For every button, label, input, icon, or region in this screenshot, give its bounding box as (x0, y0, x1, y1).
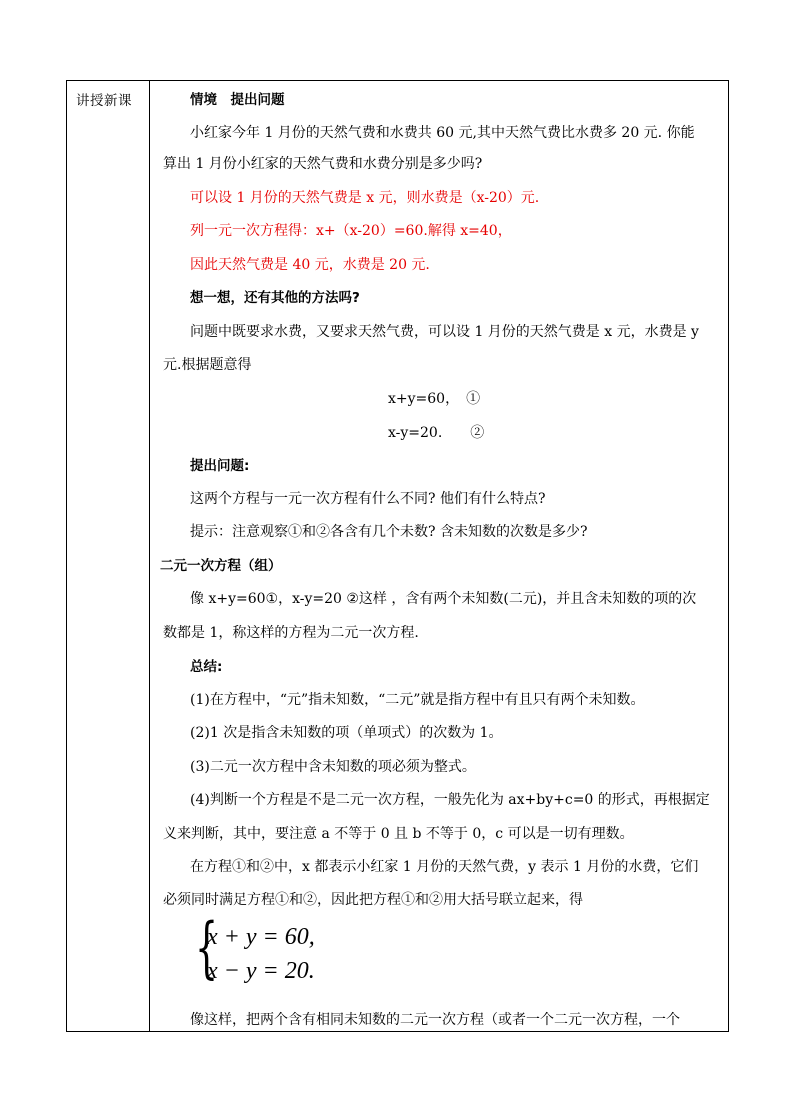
summary-item-4-line1: (4)判断一个方程是不是二元一次方程，一般先化为 ax+by+c=0 的形式，再根据定 (190, 792, 710, 808)
system-intro-line2: 必须同时满足方程①和②，因此把方程①和②用大括号联立起来，得 (163, 892, 583, 908)
summary-item-2: (2)1 次是指含未知数的项（单项式）的次数为 1。 (190, 725, 503, 741)
system-equation-1: x + y = 60, (207, 924, 315, 950)
red-solution-line1: 可以设 1 月份的天然气费是 x 元，则水费是（x-20）元. (190, 190, 540, 206)
problem-text-line2: 算出 1 月份小红家的天然气费和水费分别是多少吗? (163, 156, 483, 172)
column-divider (149, 80, 150, 1032)
system-intro-line1: 在方程①和②中，x 都表示小红家 1 月份的天然气费，y 表示 1 月份的水费，它们 (190, 859, 699, 875)
hint-text: 提示：注意观察①和②各含有几个未数? 含未知数的次数是多少? (190, 524, 588, 540)
red-solution-line3: 因此天然气费是 40 元，水费是 20 元. (190, 257, 430, 273)
section-heading: 二元一次方程（组） (160, 558, 282, 574)
summary-item-4-line2: 义来判断，其中，要注意 a 不等于 0 且 b 不等于 0，c 可以是一切有理数。 (163, 826, 634, 842)
equation-2: x-y=20. ② (388, 425, 485, 441)
problem-text-line1: 小红家今年 1 月份的天然气费和水费共 60 元,其中天然气费比水费多 20 元. 你能 (190, 125, 695, 141)
think-heading: 想一想，还有其他的方法吗? (190, 290, 360, 306)
equation-system (195, 909, 335, 988)
summary-heading: 总结: (190, 659, 223, 675)
raise-question-heading: 提出问题: (190, 458, 250, 474)
situation-heading: 情境 提出问题 (190, 92, 285, 108)
summary-item-1: (1)在方程中，“元”指未知数，“二元”就是指方程中有且只有两个未知数。 (190, 692, 645, 708)
definition-line1: 像 x+y=60①，x-y=20 ②这样 ，含有两个未知数(二元)，并且含未知数的项的次 (190, 591, 697, 607)
summary-item-3: (3)二元一次方程中含未知数的项必须为整式。 (190, 759, 476, 775)
equation-1: x+y=60， ① (388, 391, 481, 407)
method-text-line1: 问题中既要求水费，又要求天然气费，可以设 1 月份的天然气费是 x 元，水费是 y (190, 324, 699, 340)
system-equation-2: x − y = 20. (207, 958, 315, 984)
method-text-line2: 元.根据题意得 (163, 357, 252, 373)
definition-line2: 数都是 1，称这样的方程为二元一次方程. (163, 625, 419, 641)
red-solution-line2: 列一元一次方程得：x+（x-20）=60.解得 x=40， (190, 223, 512, 239)
final-text-line: 像这样，把两个含有相同未知数的二元一次方程（或者一个二元一次方程，一个 (190, 1012, 680, 1028)
question-text: 这两个方程与一元一次方程有什么不同? 他们有什么特点? (190, 491, 546, 507)
left-brace-icon: { (195, 909, 219, 986)
section-label: 讲授新课 (76, 93, 132, 109)
